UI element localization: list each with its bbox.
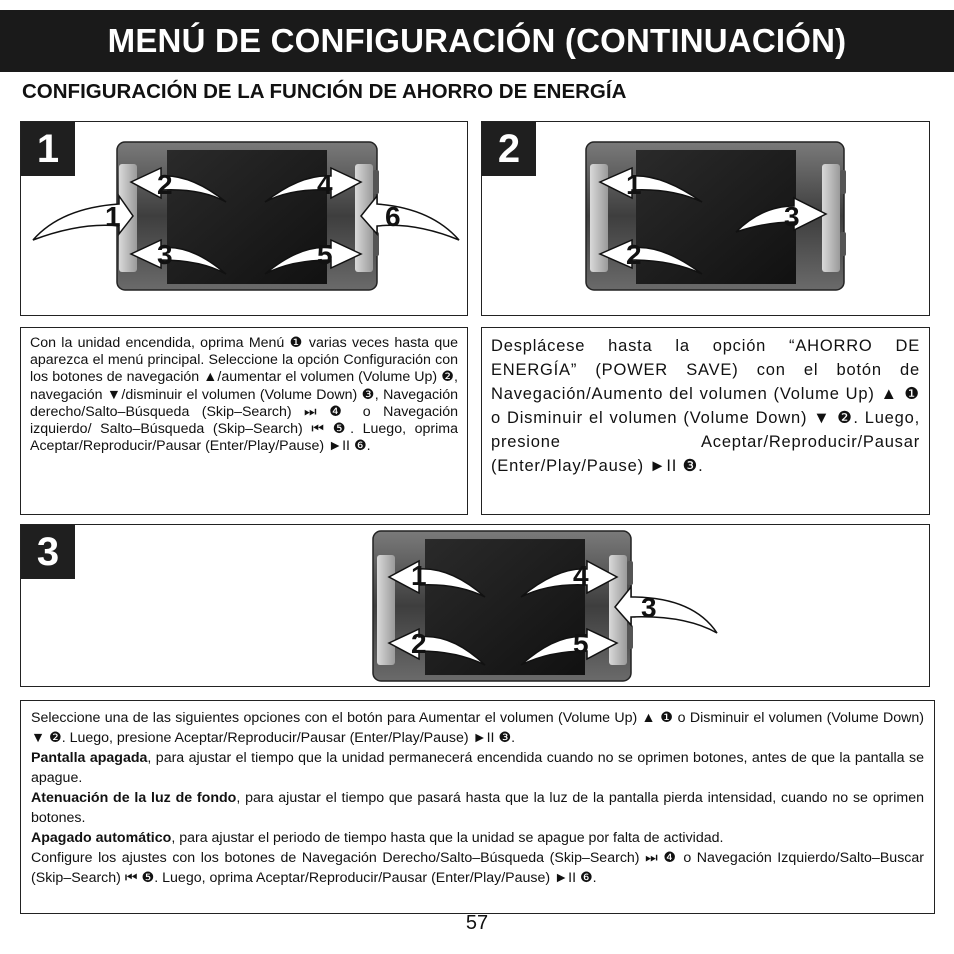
step-1-instructions — [20, 327, 468, 515]
device-illustration-step-1 — [21, 122, 469, 317]
section-title: CONFIGURACIÓN DE LA FUNCIÓN DE AHORRO DE ENERGÍA — [22, 80, 627, 103]
step-1-number: 1 — [21, 122, 75, 176]
step-2-instructions — [481, 327, 930, 515]
device-illustration-step-2 — [482, 122, 931, 317]
arrow-label: 2 — [157, 169, 173, 200]
step-2-text: Desplácese hasta la opción “AHORRO DE ENERGÍA” (POWER SAVE) con el botón de Navegación/Aumento del volumen (Volume Up) ▲ ❶ o Disminuir el volumen (Volume Down) ▼ ❷. Luego, presione Aceptar/Reproducir/Pausar (Enter/Play/Pause) ►II ❸. — [491, 337, 920, 475]
arrow-label: 1 — [411, 560, 427, 591]
options-intro: Seleccione una de las siguientes opciones con el botón para Aumentar el volumen (Volume Up) ▲ ❶ o Disminuir el volumen (Volume Down) ▼ ❷. Luego, presione Aceptar/Reproducir/Pausar (Enter/Play/Pause) ►II ❸. — [31, 710, 924, 746]
arrow-6 — [361, 196, 459, 240]
step-2-panel — [481, 121, 930, 316]
option-screen-off-text: , para ajustar el tiempo que la unidad permanecerá encendida cuando no se oprimen botones, antes de que la pantalla se apague. — [31, 750, 924, 786]
option-backlight-dim — [31, 788, 924, 828]
options-description — [20, 700, 935, 914]
step-3-number: 3 — [21, 525, 75, 579]
arrow-label: 4 — [573, 560, 589, 591]
arrow-label: 5 — [573, 628, 589, 659]
step-1-text: Con la unidad encendida, oprima Menú ❶ varias veces hasta que aparezca el menú principal. Seleccione la opción Configuración con los botones de navegación ▲/aumentar el volumen (Volume Up) ❷, navegación ▼/disminuir el volumen (Volume Down) ❸, Navegación derecho/Salto–Búsqueda (Skip–Search) ⏭ ❹ o Navegación izquierdo/ Salto–Búsqueda (Skip–Search) ⏮ ❺. Luego, oprima Aceptar/Reproducir/Pausar (Enter/Play/Pause) ►II ❻. — [30, 335, 458, 455]
step-2-number: 2 — [482, 122, 536, 176]
arrow-label: 6 — [385, 201, 401, 232]
page-number: 57 — [465, 912, 489, 934]
option-backlight-dim-text: , para ajustar el tiempo que pasará hasta que la luz de la pantalla pierda intensidad, cuando no se oprimen botones. — [31, 790, 924, 826]
arrow-label: 1 — [626, 169, 642, 200]
option-auto-off-label: Apagado automático — [31, 830, 172, 846]
option-screen-off — [31, 748, 924, 788]
arrow-label: 4 — [317, 169, 333, 200]
option-auto-off — [31, 828, 924, 848]
arrow-label: 3 — [641, 592, 657, 623]
device-illustration-step-3 — [21, 525, 931, 688]
option-backlight-dim-label: Atenuación de la luz de fondo — [31, 790, 237, 806]
options-closing: Configure los ajustes con los botones de Navegación Derecho/Salto–Búsqueda (Skip–Search) ⏭ ❹ o Navegación Izquierdo/Salto–Buscar (Skip–Search) ⏮ ❺. Luego, oprima Aceptar/Reproducir/Pausar (Enter/Play/Pause) ►II ❻. — [31, 850, 924, 886]
arrow-label: 2 — [626, 239, 642, 270]
step-3-panel — [20, 524, 930, 687]
option-auto-off-text: , para ajustar el periodo de tiempo hasta que la unidad se apague por falta de actividad. — [171, 830, 724, 846]
arrow-label: 5 — [317, 239, 333, 270]
arrow-label: 3 — [157, 239, 173, 270]
arrow-label: 2 — [411, 628, 427, 659]
option-screen-off-label: Pantalla apagada — [31, 750, 148, 766]
arrow-label: 3 — [784, 201, 800, 232]
arrow-label: 1 — [105, 201, 121, 232]
step-1-panel — [20, 121, 468, 316]
page-title: MENÚ DE CONFIGURACIÓN (CONTINUACIÓN) — [0, 10, 954, 72]
